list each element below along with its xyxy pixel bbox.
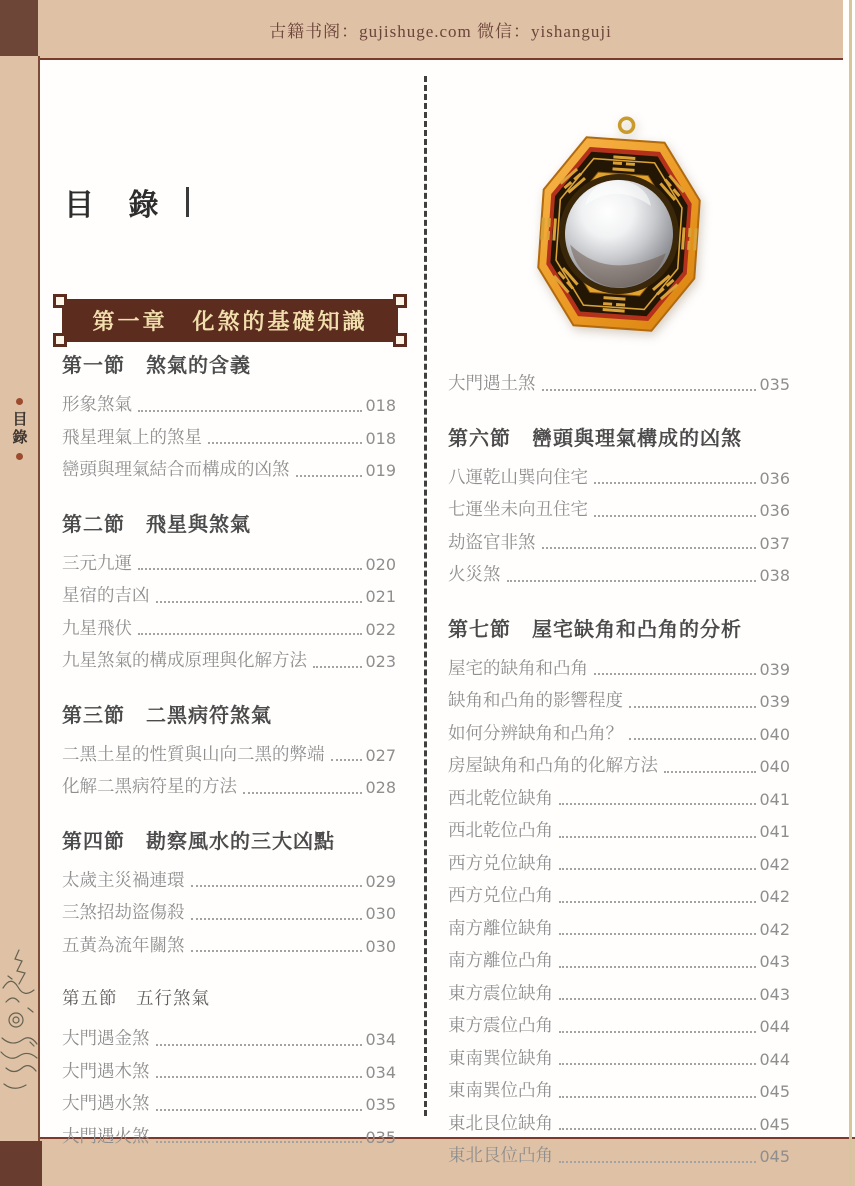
toc-entry (448, 456, 790, 489)
toc-entry-page: 019 (365, 461, 396, 481)
toc-entry (448, 1069, 790, 1102)
section-heading: 第七節 屋宅缺角和凸角的分析 (448, 616, 742, 641)
dotted-leader (559, 966, 756, 968)
dotted-leader (507, 580, 757, 582)
toc-right-column (448, 112, 790, 1167)
toc-entry-page: 038 (759, 566, 790, 586)
toc-entry (62, 859, 396, 892)
dotted-leader (594, 515, 756, 517)
sidebar-chapter-tab (0, 398, 38, 460)
toc-entry-page: 045 (759, 1147, 790, 1167)
toc-entry (62, 733, 396, 766)
toc-entry (448, 553, 790, 586)
toc-entry (62, 1082, 396, 1115)
dotted-leader (138, 410, 362, 412)
bagua-mirror-image (513, 112, 725, 348)
dotted-leader (629, 738, 756, 740)
toc-entry-label: 七運坐未向丑住宅 (448, 500, 588, 521)
chapter-banner (62, 299, 398, 342)
page-title-text: 目 錄 (64, 188, 171, 223)
sidebar-tab-label: 目錄 (10, 411, 29, 447)
dotted-leader (296, 475, 363, 477)
toc-entry-page: 034 (365, 1030, 396, 1050)
dotted-leader (559, 1096, 756, 1098)
dotted-leader (156, 601, 363, 603)
toc-entry-label: 缺角和凸角的影響程度 (448, 691, 623, 712)
toc-entry-label: 八運乾山巽向住宅 (448, 467, 588, 488)
dotted-leader (331, 759, 363, 761)
toc-entry-label: 如何分辨缺角和凸角？ (448, 723, 623, 744)
toc-entry (62, 574, 396, 607)
toc-entry-label: 西方兑位凸角 (448, 886, 553, 907)
toc-entry (448, 1134, 790, 1167)
toc-entry-label: 劫盜官非煞 (448, 532, 536, 553)
dotted-leader (559, 933, 756, 935)
toc-entry-label: 南方離位缺角 (448, 918, 553, 939)
toc-entry (448, 842, 790, 875)
toc-entry-label: 形象煞氣 (62, 395, 132, 416)
toc-entry (62, 1017, 396, 1050)
banner-corner-ornament-icon (53, 294, 67, 308)
toc-entry-label: 東南巽位凸角 (448, 1081, 553, 1102)
toc-entry-page: 042 (759, 919, 790, 939)
toc-entry-label: 東北艮位缺角 (448, 1113, 553, 1134)
toc-entry-page: 041 (759, 822, 790, 842)
dotted-leader (138, 633, 362, 635)
toc-entry-label: 大門遇火煞 (62, 1126, 150, 1147)
section-heading: 第四節 勘察風水的三大凶點 (62, 828, 335, 853)
toc-entry (448, 712, 790, 745)
toc-entry-label: 東北艮位凸角 (448, 1146, 553, 1167)
toc-entry (62, 383, 396, 416)
toc-entry-page: 045 (759, 1114, 790, 1134)
toc-entry-page: 041 (759, 789, 790, 809)
page-title (64, 180, 189, 224)
toc-entry-label: 化解二黑病符星的方法 (62, 777, 237, 798)
dotted-leader (156, 1109, 363, 1111)
toc-entry-page: 044 (759, 1049, 790, 1069)
toc-entry-page: 021 (365, 587, 396, 607)
dotted-leader (138, 568, 362, 570)
toc-entry-label: 大門遇土煞 (448, 374, 536, 395)
toc-entry (62, 607, 396, 640)
toc-entry-page: 043 (759, 952, 790, 972)
corner-block-top-left (0, 0, 38, 56)
dotted-leader (559, 836, 756, 838)
dotted-leader (191, 950, 363, 952)
toc-entry-page: 023 (365, 652, 396, 672)
toc-left-column (62, 352, 396, 1147)
toc-section (62, 828, 396, 957)
dotted-leader (559, 868, 756, 870)
toc-entry (62, 765, 396, 798)
toc-entry-label: 九星煞氣的構成原理與化解方法 (62, 651, 307, 672)
watermark-text: 古籍书阁：gujishuge.com 微信：yishanguji (269, 21, 612, 41)
toc-entry-label: 南方離位凸角 (448, 951, 553, 972)
dotted-leader (313, 666, 362, 668)
toc-section (62, 511, 396, 672)
antique-map-illustration (0, 946, 38, 1102)
section-heading: 第二節 飛星與煞氣 (62, 511, 251, 536)
dotted-leader (594, 482, 756, 484)
column-divider-dashed (424, 76, 427, 1116)
toc-entry (62, 542, 396, 575)
dotted-leader (156, 1076, 363, 1078)
watermark-header (38, 0, 843, 58)
toc-entry-label: 東方震位凸角 (448, 1016, 553, 1037)
dotted-leader (559, 901, 756, 903)
toc-entry (448, 647, 790, 680)
toc-entry-label: 大門遇金煞 (62, 1029, 150, 1050)
tab-dot-icon (16, 398, 23, 405)
dotted-leader (191, 885, 363, 887)
toc-entry (448, 521, 790, 554)
toc-entry-label: 三煞招劫盜傷殺 (62, 903, 185, 924)
toc-entry-page: 022 (365, 619, 396, 639)
toc-section (62, 702, 396, 798)
toc-entry-label: 太歲主災禍連環 (62, 870, 185, 891)
toc-entry-page: 018 (365, 396, 396, 416)
toc-entry-page: 020 (365, 554, 396, 574)
toc-entry-page: 036 (759, 501, 790, 521)
toc-entry-label: 巒頭與理氣結合而構成的凶煞 (62, 460, 290, 481)
toc-entry-page: 037 (759, 533, 790, 553)
toc-section (448, 362, 790, 395)
dotted-leader (156, 1044, 363, 1046)
dotted-leader (542, 547, 757, 549)
toc-entry-page: 028 (365, 778, 396, 798)
toc-entry-page: 035 (759, 375, 790, 395)
toc-entry-label: 九星飛伏 (62, 618, 132, 639)
toc-entry-label: 飛星理氣上的煞星 (62, 427, 202, 448)
toc-entry (62, 448, 396, 481)
banner-corner-ornament-icon (393, 333, 407, 347)
toc-entry-page: 035 (365, 1095, 396, 1115)
section-heading: 第六節 巒頭與理氣構成的凶煞 (448, 425, 742, 450)
toc-entry (448, 874, 790, 907)
dotted-leader (629, 706, 756, 708)
toc-entry-page: 039 (759, 659, 790, 679)
tab-dot-icon (16, 453, 23, 460)
toc-entry-label: 房屋缺角和凸角的化解方法 (448, 756, 658, 777)
toc-entry (448, 362, 790, 395)
dotted-leader (594, 673, 756, 675)
toc-section (62, 986, 396, 1147)
dotted-leader (208, 442, 362, 444)
toc-entry (62, 416, 396, 449)
dotted-leader (243, 792, 362, 794)
toc-entry (62, 1050, 396, 1083)
toc-entry-page: 042 (759, 854, 790, 874)
toc-entry-label: 東南巽位缺角 (448, 1048, 553, 1069)
toc-entry (448, 939, 790, 972)
mirror-hanging-ring-icon (619, 118, 634, 133)
toc-entry-page: 027 (365, 745, 396, 765)
toc-entry-page: 044 (759, 1017, 790, 1037)
corner-block-bottom-left (0, 1141, 42, 1186)
toc-entry (448, 1102, 790, 1135)
section-heading: 第三節 二黑病符煞氣 (62, 702, 272, 727)
toc-entry-label: 西北乾位缺角 (448, 788, 553, 809)
dotted-leader (559, 1161, 756, 1163)
toc-entry-label: 東方震位缺角 (448, 983, 553, 1004)
toc-entry-page: 039 (759, 692, 790, 712)
toc-entry-page: 029 (365, 871, 396, 891)
toc-entry-page: 040 (759, 724, 790, 744)
toc-entry (448, 777, 790, 810)
toc-section (448, 616, 790, 1167)
toc-entry-page: 040 (759, 757, 790, 777)
dotted-leader (559, 1128, 756, 1130)
toc-entry (448, 744, 790, 777)
title-divider (186, 187, 189, 217)
dotted-leader (542, 389, 757, 391)
toc-section (62, 352, 396, 481)
toc-entry-page: 030 (365, 904, 396, 924)
chapter-banner-title: 第一章 化煞的基礎知識 (92, 310, 368, 335)
toc-entry-label: 屋宅的缺角和凸角 (448, 658, 588, 679)
banner-corner-ornament-icon (393, 294, 407, 308)
toc-entry (448, 679, 790, 712)
toc-entry-label: 五黃為流年關煞 (62, 935, 185, 956)
sidebar-rule-line (38, 56, 40, 1141)
toc-entry (62, 924, 396, 957)
toc-entry-page: 042 (759, 887, 790, 907)
toc-entry (62, 1115, 396, 1148)
toc-entry-page: 034 (365, 1062, 396, 1082)
toc-entry-label: 星宿的吉凶 (62, 586, 150, 607)
toc-entry-label: 西方兑位缺角 (448, 853, 553, 874)
dotted-leader (191, 918, 363, 920)
toc-section (448, 425, 790, 586)
section-heading: 第一節 煞氣的含義 (62, 353, 251, 377)
toc-entry-label: 二黑土星的性質與山向二黑的弊端 (62, 744, 325, 765)
toc-entry (62, 891, 396, 924)
dotted-leader (559, 998, 756, 1000)
toc-entry-label: 大門遇水煞 (62, 1094, 150, 1115)
dotted-leader (559, 1031, 756, 1033)
section-heading: 第五節 五行煞氣 (62, 989, 210, 1009)
toc-entry-page: 030 (365, 936, 396, 956)
frame-line-top (38, 58, 843, 60)
toc-entry (62, 639, 396, 672)
toc-entry (448, 972, 790, 1005)
dotted-leader (559, 803, 756, 805)
dotted-leader (664, 771, 756, 773)
toc-entry (448, 488, 790, 521)
toc-entry (448, 1004, 790, 1037)
toc-entry-label: 西北乾位凸角 (448, 821, 553, 842)
toc-entry-label: 大門遇木煞 (62, 1061, 150, 1082)
toc-entry-page: 036 (759, 468, 790, 488)
toc-entry-label: 三元九運 (62, 553, 132, 574)
banner-corner-ornament-icon (53, 333, 67, 347)
page-edge-line (849, 0, 852, 1186)
toc-entry-page: 043 (759, 984, 790, 1004)
dotted-leader (156, 1141, 363, 1143)
toc-entry-page: 045 (759, 1082, 790, 1102)
toc-entry-page: 018 (365, 428, 396, 448)
toc-entry-label: 火災煞 (448, 565, 501, 586)
toc-entry (448, 907, 790, 940)
toc-entry-page: 035 (365, 1127, 396, 1147)
toc-entry (448, 809, 790, 842)
dotted-leader (559, 1063, 756, 1065)
toc-entry (448, 1037, 790, 1070)
